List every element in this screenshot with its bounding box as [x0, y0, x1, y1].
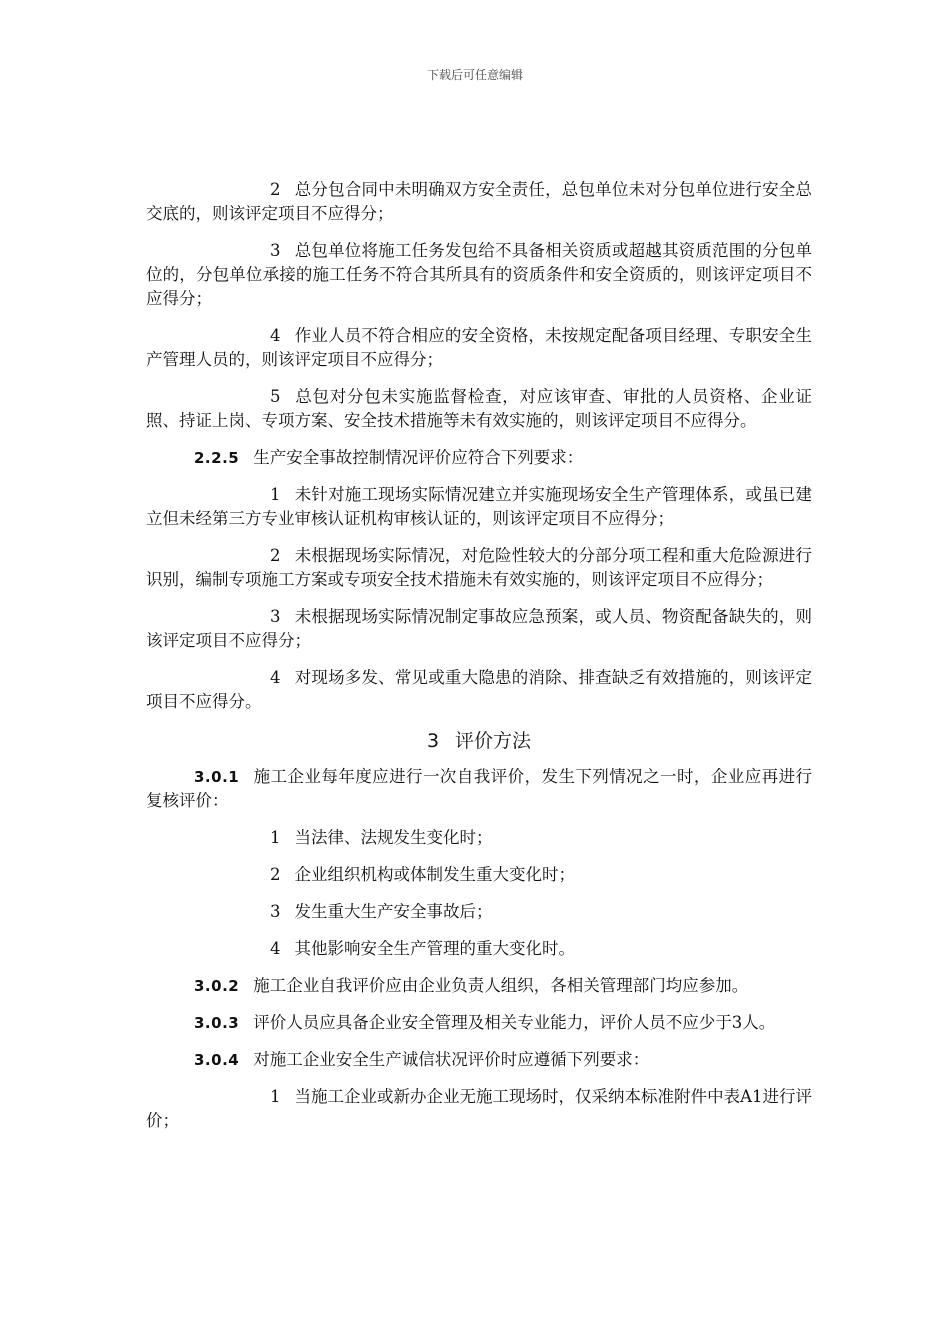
item-text: 未针对施工现场实际情况建立并实施现场安全生产管理体系，或虽已建立但未经第三方专业审核认证机构审核认证的，则该评定项目不应得分；	[146, 485, 812, 528]
item-text: 未根据现场实际情况，对危险性较大的分部分项工程和重大危险源进行识别，编制专项施工方案或专项安全技术措施未有效实施的，则该评定项目不应得分；	[146, 546, 812, 589]
list-item	[146, 826, 812, 850]
clause-text: 对施工企业安全生产诚信状况评价时应遵循下列要求：	[253, 1050, 650, 1069]
item-number: 1	[270, 485, 281, 504]
document-body	[146, 178, 812, 1146]
item-number: 1	[270, 828, 281, 847]
item-number: 2	[270, 180, 281, 199]
item-number: 2	[270, 865, 281, 884]
clause-number: 3.0.3	[194, 1014, 240, 1032]
page-header: 下载后可任意编辑	[426, 68, 523, 82]
section-number: 3	[426, 730, 440, 752]
item-text: 企业组织机构或体制发生重大变化时；	[294, 865, 575, 884]
item-text: 当法律、法规发生变化时；	[294, 828, 493, 847]
item-number: 2	[270, 546, 281, 565]
item-text: 未根据现场实际情况制定事故应急预案，或人员、物资配备缺失的，则该评定项目不应得分；	[146, 607, 812, 650]
item-text: 作业人员不符合相应的安全资格，未按规定配备项目经理、专职安全生产管理人员的，则该评定项目不应得分；	[146, 326, 812, 369]
list-item	[146, 666, 812, 714]
item-number: 4	[270, 326, 281, 345]
item-text: 总分包合同中未明确双方安全责任，总包单位未对分包单位进行安全总交底的，则该评定项目不应得分；	[146, 180, 812, 223]
item-number: 4	[270, 939, 281, 958]
list-item	[146, 385, 812, 433]
clause-2-2-5	[146, 446, 812, 470]
list-item	[146, 1085, 812, 1133]
section-heading	[146, 727, 812, 755]
item-text: 总包对分包未实施监督检查，对应该审查、审批的人员资格、企业证照、持证上岗、专项方案、安全技术措施等未有效实施的，则该评定项目不应得分。	[146, 387, 812, 430]
list-item	[146, 239, 812, 311]
list-item	[146, 544, 812, 592]
clause-number: 2.2.5	[194, 449, 240, 467]
list-item	[146, 605, 812, 653]
item-text: 其他影响安全生产管理的重大变化时。	[294, 939, 575, 958]
item-text: 发生重大生产安全事故后；	[294, 902, 493, 921]
item-text: 总包单位将施工任务发包给不具备相关资质或超越其资质范围的分包单位的，分包单位承接的施工任务不符合其所具有的资质条件和安全资质的，则该评定项目不应得分；	[146, 241, 812, 308]
clause-text: 生产安全事故控制情况评价应符合下列要求：	[253, 448, 584, 467]
clause-3-0-1	[146, 765, 812, 813]
section-title: 评价方法	[455, 730, 532, 752]
item-number: 4	[270, 668, 281, 687]
clause-number: 3.0.2	[194, 977, 240, 995]
item-number: 1	[270, 1087, 281, 1106]
clause-number: 3.0.1	[194, 768, 240, 786]
clause-text: 施工企业每年度应进行一次自我评价，发生下列情况之一时，企业应再进行复核评价：	[146, 767, 812, 810]
item-text: 当施工企业或新办企业无施工现场时，仅采纳本标准附件中表A1进行评价；	[146, 1087, 812, 1130]
clause-3-0-2	[146, 974, 812, 998]
item-number: 5	[270, 387, 281, 406]
item-number: 3	[270, 607, 281, 626]
list-item	[146, 324, 812, 372]
list-item	[146, 863, 812, 887]
clause-3-0-4	[146, 1048, 812, 1072]
list-item	[146, 900, 812, 924]
list-item	[146, 937, 812, 961]
item-text: 对现场多发、常见或重大隐患的消除、排查缺乏有效措施的，则该评定项目不应得分。	[146, 668, 812, 711]
clause-number: 3.0.4	[194, 1051, 240, 1069]
clause-text: 评价人员应具备企业安全管理及相关专业能力，评价人员不应少于3人。	[253, 1013, 776, 1032]
item-number: 3	[270, 902, 281, 921]
list-item	[146, 483, 812, 531]
list-item	[146, 178, 812, 226]
clause-text: 施工企业自我评价应由企业负责人组织，各相关管理部门均应参加。	[253, 976, 749, 995]
clause-3-0-3	[146, 1011, 812, 1035]
item-number: 3	[270, 241, 281, 260]
